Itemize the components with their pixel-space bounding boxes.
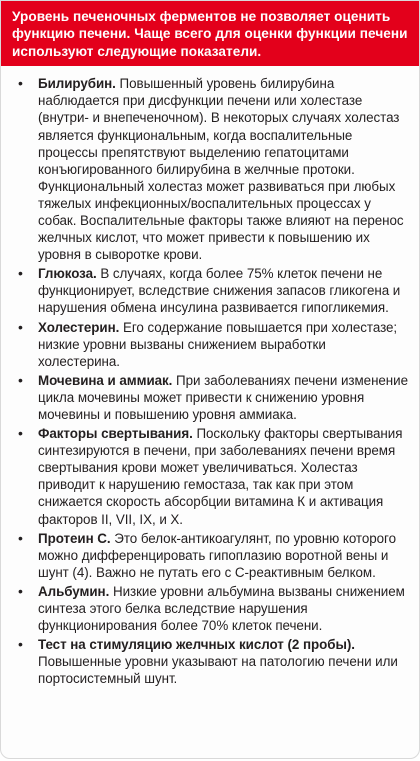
item-text: При заболеваниях печени изменение цикла мочевины может привести к снижению уровня мочевины и повышению уровня аммиака.: [38, 372, 408, 422]
item-term: Холестерин.: [38, 319, 120, 335]
bullet-icon: •: [18, 582, 23, 599]
item-term: Тест на стимуляцию желчных кислот (2 пробы).: [38, 637, 355, 653]
bullet-icon: •: [18, 75, 23, 92]
item-text: Его содержание повышается при холестазе; низкие уровни вызваны снижением выработки холестерина.: [38, 319, 398, 369]
list-item-bilirubin: [18, 75, 408, 263]
item-term: Глюкоза.: [38, 266, 97, 282]
item-text: В случаях, когда более 75% клеток печени не функционирует, вследствие снижения запасов гликогена и нарушения обмена инсулина развивается гипогликемия.: [38, 266, 401, 316]
list-item-urea-ammonia: [18, 371, 408, 423]
item-term: Мочевина и аммиак.: [38, 372, 173, 388]
item-text: Повышенный уровень билирубина наблюдается при дисфункции печени или холестазе (внутри- и внепеченочном). В некоторых случаях холестаз является функциональным, когда воспалительные процессы препятствуют выделению гепатоцитами конъюгированного билирубина в желчные протоки. Функциональный холестаз может развиваться при любых тяжелых инфекционных/воспалительных процессах у собак. Воспалительные факторы также влияют на перенос желчных кислот, что может привести к повышению их уровня в сыворотке крови.: [38, 76, 404, 263]
bullet-icon: •: [18, 425, 23, 442]
item-text: Поскольку факторы свертывания синтезируются в печени, при заболеваниях печени время свертывания крови может увеличиваться. Холестаз приводит к нарушению гемостаза, так как при этом снижается скорость абсорбции витамина К и активация факторов II, VII, IX, и X.: [38, 426, 403, 527]
list-item-glucose: [18, 265, 408, 316]
list-item-protein-c: [18, 529, 408, 581]
bullet-icon: •: [18, 265, 23, 282]
bullet-icon: •: [18, 529, 23, 546]
item-term: Альбумин.: [38, 583, 110, 599]
list-item-bile-acids-test: [18, 636, 408, 687]
bullet-icon: •: [18, 371, 23, 388]
item-term: Протеин С.: [38, 530, 111, 546]
bullet-icon: •: [18, 318, 23, 335]
bullet-icon: •: [18, 636, 23, 653]
item-text: Повышенные уровни указывают на патологию печени или портосистемный шунт.: [38, 654, 398, 687]
liver-indicators-list: [1, 66, 419, 687]
item-term: Билирубин.: [38, 76, 116, 92]
item-text: Это белок-антикоагулянт, по уровню которого можно дифференцировать гипоплазию воротной вены и шунт (4). Важно не путать его с С-реактивным белком.: [38, 530, 396, 580]
info-box-header: Уровень печеночных ферментов не позволяет оценить функцию печени. Чаще всего для оценки функции печени используют следующие показатели.: [1, 1, 419, 66]
item-text: Низкие уровни альбумина вызваны снижением синтеза этого белка вследствие нарушения функционирования более 70% клеток печени.: [38, 583, 405, 634]
item-term: Факторы свертывания.: [38, 426, 193, 442]
list-item-albumin: [18, 582, 408, 634]
list-item-cholesterol: [18, 318, 408, 370]
list-item-coagulation-factors: [18, 425, 408, 528]
